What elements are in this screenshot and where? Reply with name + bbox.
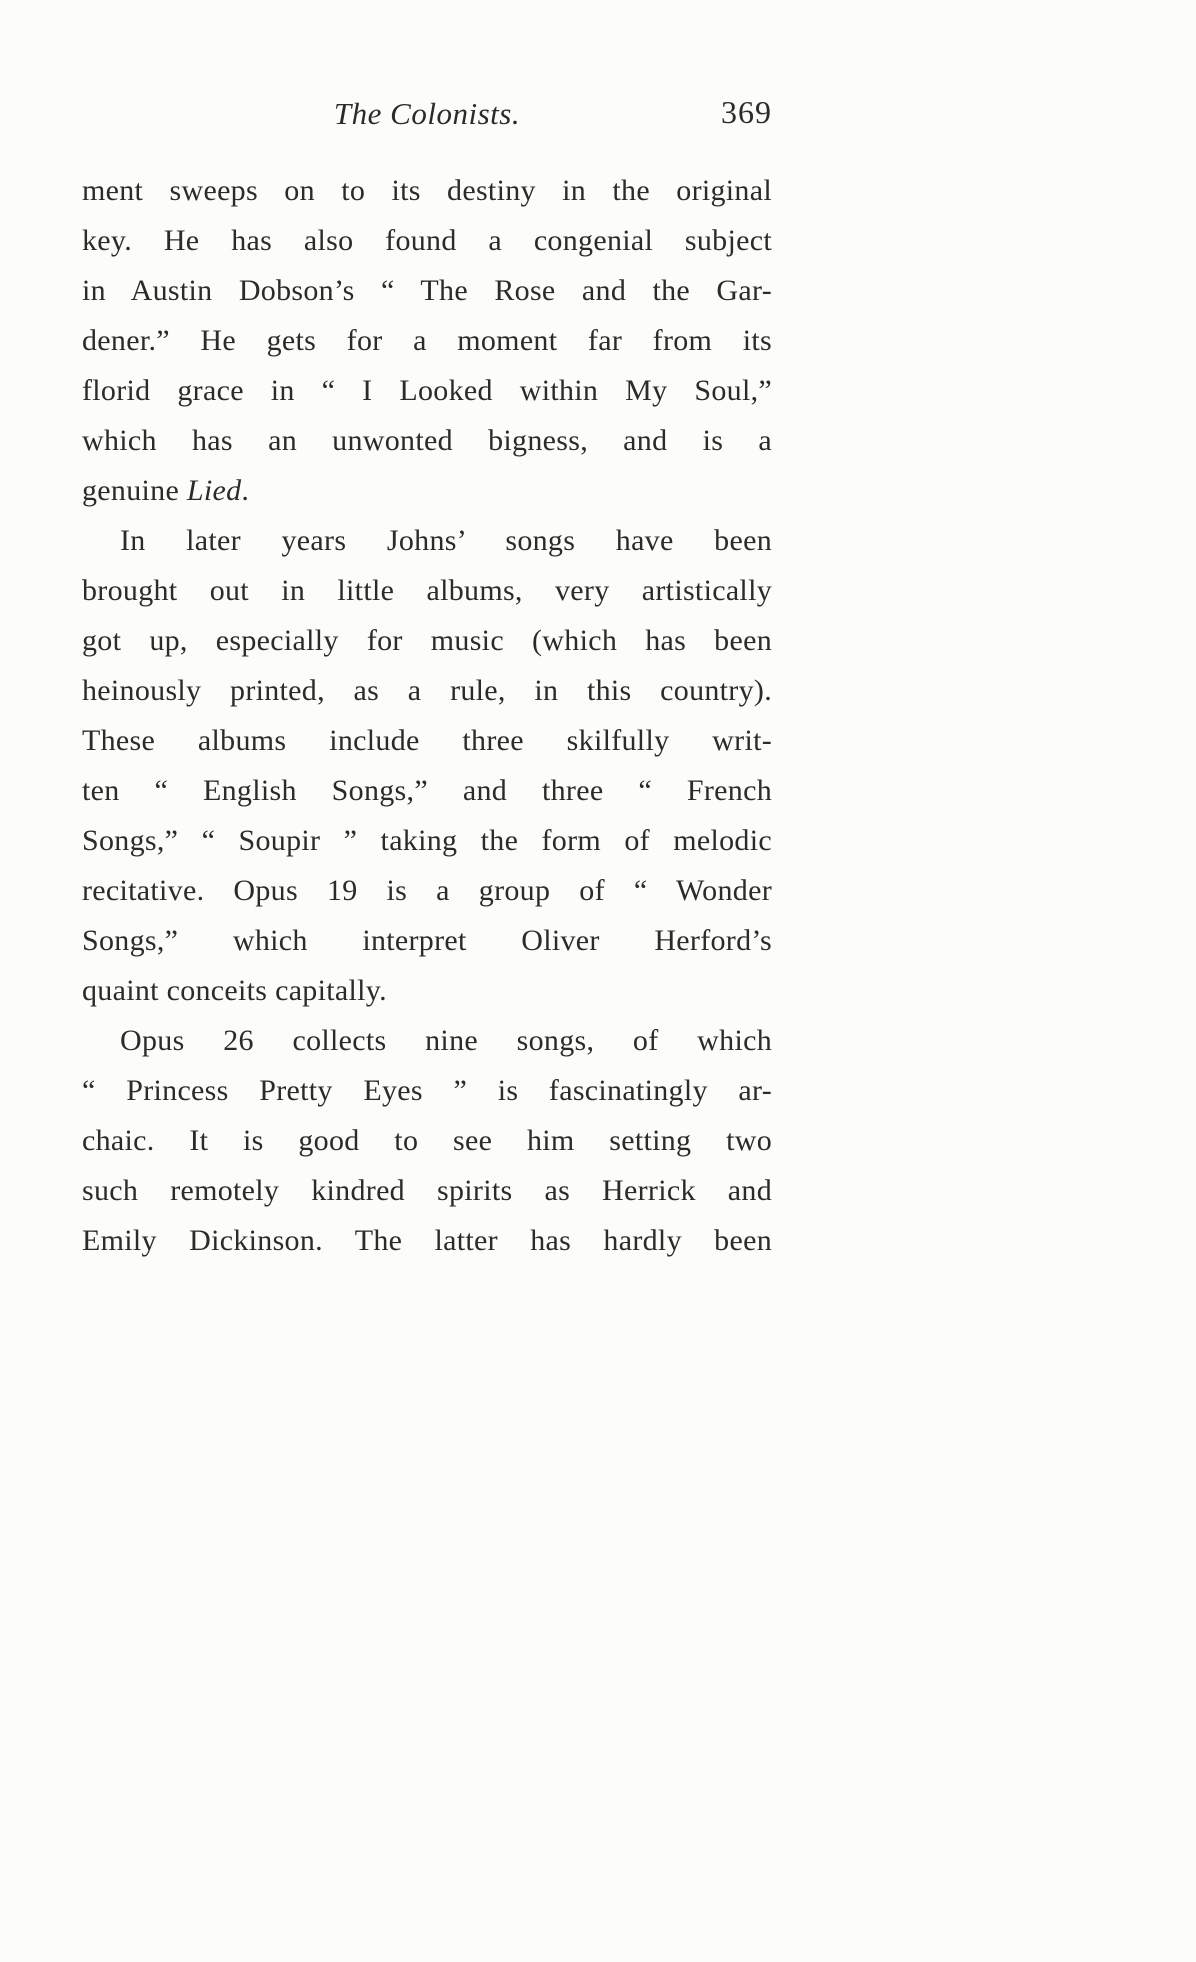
body-text: “ Princess Pretty Eyes ” is fascinatingly ar- <box>82 1074 772 1107</box>
body-text: . <box>241 474 250 507</box>
text-line <box>82 666 772 716</box>
body-text: which has an unwonted bigness, and is a <box>82 424 772 457</box>
text-line <box>82 1066 772 1116</box>
text-block <box>82 96 772 1266</box>
text-line <box>82 716 772 766</box>
body-text: dener.” He gets for a moment far from its <box>82 324 772 357</box>
text-line <box>82 1016 772 1066</box>
paragraph <box>82 166 772 516</box>
body-text: brought out in little albums, very artistically <box>82 574 772 607</box>
body-text: In later years Johns’ songs have been <box>120 524 772 557</box>
text-line <box>82 1216 772 1266</box>
text-line <box>82 466 772 516</box>
body-text: recitative. Opus 19 is a group of “ Wonder <box>82 874 772 907</box>
text-line <box>82 166 772 216</box>
body-text: such remotely kindred spirits as Herrick and <box>82 1174 772 1207</box>
text-line <box>82 216 772 266</box>
body-text: Opus 26 collects nine songs, of which <box>120 1024 772 1057</box>
text-line <box>82 1116 772 1166</box>
italic-text: Lied <box>186 474 242 507</box>
body-text: heinously printed, as a rule, in this country). <box>82 674 772 707</box>
page-header <box>82 96 772 142</box>
text-line <box>82 616 772 666</box>
body-text: in Austin Dobson’s “ The Rose and the Gar- <box>82 274 772 307</box>
body-text: Songs,” “ Soupir ” taking the form of melodic <box>82 824 772 857</box>
paragraph <box>82 1016 772 1266</box>
running-title: The Colonists. <box>333 96 521 131</box>
body-text: key. He has also found a congenial subject <box>82 224 772 257</box>
paragraph <box>82 516 772 1016</box>
page-number: 369 <box>721 94 772 130</box>
text-line <box>82 266 772 316</box>
body-text: ment sweeps on to its destiny in the original <box>82 174 772 207</box>
text-line <box>82 1166 772 1216</box>
body-text: Emily Dickinson. The latter has hardly been <box>82 1224 772 1257</box>
text-line <box>82 316 772 366</box>
body-text: Songs,” which interpret Oliver Herford’s <box>82 924 772 957</box>
text-line <box>82 866 772 916</box>
text-line <box>82 566 772 616</box>
body-text: genuine <box>82 474 187 507</box>
body-text: chaic. It is good to see him setting two <box>82 1124 772 1157</box>
text-line <box>82 516 772 566</box>
page-body <box>82 166 772 1266</box>
text-line <box>82 916 772 966</box>
text-line <box>82 416 772 466</box>
text-line <box>82 766 772 816</box>
body-text: ten “ English Songs,” and three “ French <box>82 774 772 807</box>
text-line <box>82 816 772 866</box>
text-line <box>82 366 772 416</box>
body-text: got up, especially for music (which has been <box>82 624 772 657</box>
body-text: quaint conceits capitally. <box>82 974 387 1007</box>
text-line <box>82 966 772 1016</box>
body-text: These albums include three skilfully writ- <box>82 724 772 757</box>
body-text: florid grace in “ I Looked within My Soul,” <box>82 374 772 407</box>
